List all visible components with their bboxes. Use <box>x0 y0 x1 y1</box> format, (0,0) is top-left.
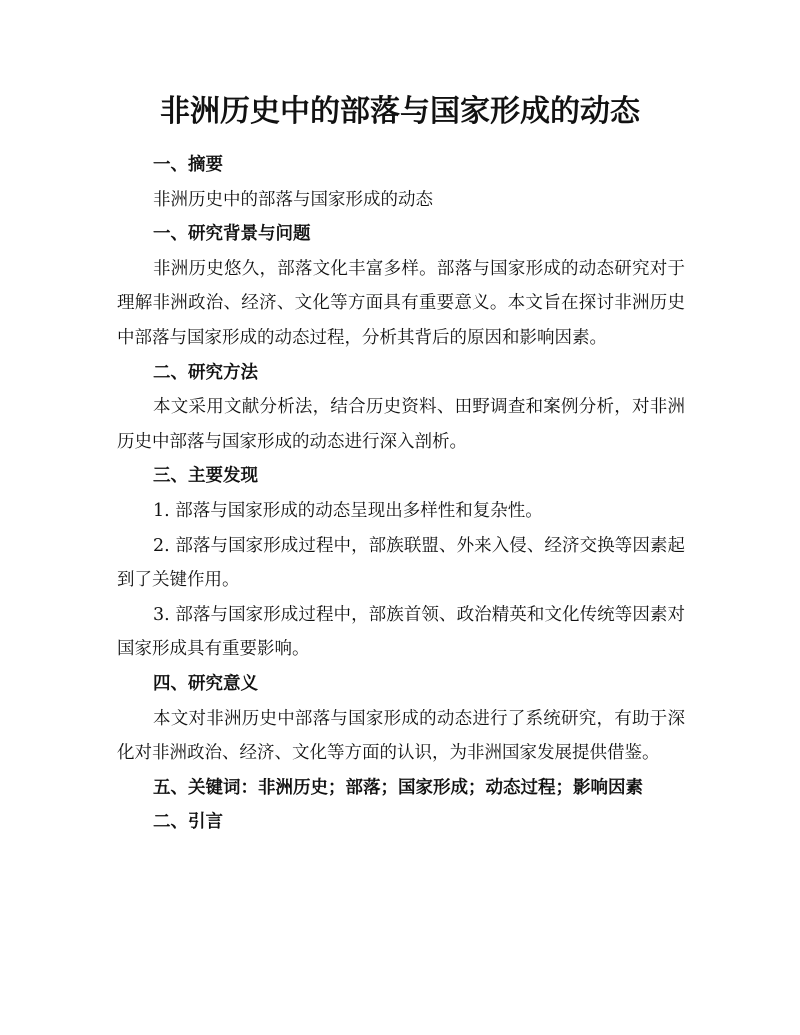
document-body <box>117 148 685 840</box>
section-heading-introduction: 二、引言 <box>153 812 223 833</box>
methods-paragraph: 本文采用文献分析法，结合历史资料、田野调查和案例分析，对非洲历史中部落与国家形成的动态进行深入剖析。 <box>117 397 685 452</box>
keywords-line: 五、关键词：非洲历史；部落；国家形成；动态过程；影响因素 <box>153 777 643 798</box>
abstract-paragraph: 非洲历史中的部落与国家形成的动态 <box>153 189 433 210</box>
finding-item-3: 3. 部落与国家形成过程中，部族首领、政治精英和文化传统等因素对国家形成具有重要影响。 <box>117 604 685 660</box>
background-paragraph: 非洲历史悠久，部落文化丰富多样。部落与国家形成的动态研究对于理解非洲政治、经济、文化等方面具有重要意义。本文旨在探讨非洲历史中部落与国家形成的动态过程，分析其背后的原因和影响因素。 <box>117 258 685 348</box>
section-heading-significance: 四、研究意义 <box>153 673 258 694</box>
section-heading-background: 一、研究背景与问题 <box>153 224 311 245</box>
section-heading-abstract: 一、摘要 <box>153 155 223 175</box>
document-title: 非洲历史中的部落与国家形成的动态 <box>160 94 640 129</box>
section-heading-methods: 二、研究方法 <box>153 362 258 383</box>
finding-item-2: 2. 部落与国家形成过程中，部族联盟、外来入侵、经济交换等因素起到了关键作用。 <box>117 535 685 591</box>
section-heading-findings: 三、主要发现 <box>153 466 258 487</box>
finding-item-1: 1. 部落与国家形成的动态呈现出多样性和复杂性。 <box>153 500 543 521</box>
significance-paragraph: 本文对非洲历史中部落与国家形成的动态进行了系统研究，有助于深化对非洲政治、经济、文化等方面的认识，为非洲国家发展提供借鉴。 <box>117 708 685 764</box>
